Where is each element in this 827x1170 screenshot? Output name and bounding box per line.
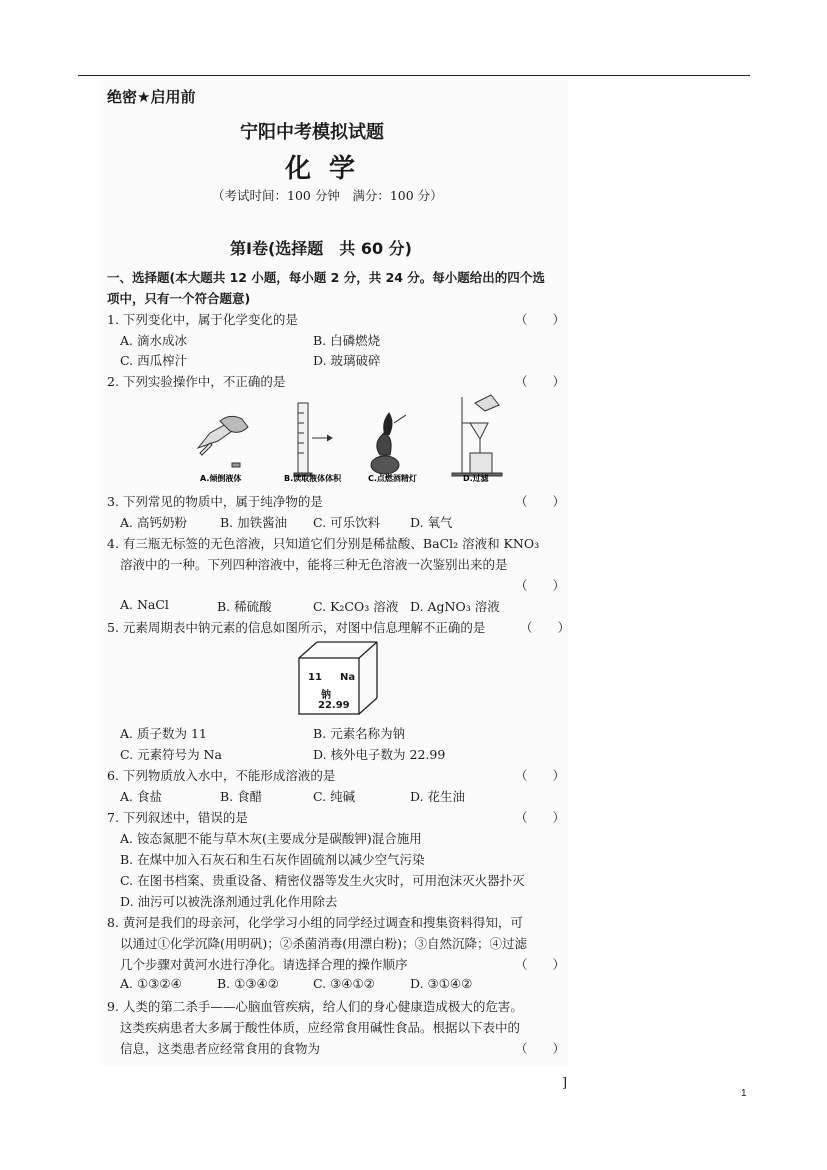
question-4-option-d: D. AgNO₃ 溶液	[410, 599, 500, 614]
question-1-answer-blank: （ ）	[515, 312, 566, 327]
section-title: 第Ⅰ卷(选择题 共 60 分)	[230, 239, 412, 258]
page-number: 1	[741, 1088, 747, 1099]
question-2-stem: 2. 下列实验操作中，不正确的是	[107, 374, 286, 389]
question-6-option-a: A. 食盐	[120, 789, 162, 804]
question-6-stem: 6. 下列物质放入水中，不能形成溶液的是	[107, 768, 336, 783]
pouring-liquid-illustration	[198, 416, 248, 467]
alcohol-lamp-illustration	[371, 413, 406, 474]
question-4-option-a: A. NaCl	[120, 597, 169, 612]
question-4-option-b: B. 稀硫酸	[217, 599, 272, 614]
question-7-stem: 7. 下列叙述中，错误的是	[107, 810, 248, 825]
question-8-stem-line-1: 8. 黄河是我们的母亲河，化学学习小组的同学经过调查和搜集资料得知，可	[107, 915, 523, 930]
question-9-answer-blank: （ ）	[515, 1041, 566, 1056]
header-rule	[78, 75, 750, 76]
question-3-option-b: B. 加铁酱油	[220, 515, 288, 530]
question-7-option-a: A. 铵态氮肥不能与草木灰(主要成分是碳酸钾)混合施用	[120, 831, 422, 846]
element-atomic-mass: 22.99	[318, 700, 350, 711]
lab-operations-figure	[180, 393, 530, 488]
question-3-stem: 3. 下列常见的物质中，属于纯净物的是	[107, 494, 323, 509]
question-6-answer-blank: （ ）	[515, 768, 566, 783]
question-5-answer-blank: （ ）	[520, 620, 571, 635]
subject-title: 化学	[285, 154, 374, 184]
element-name: 钠	[321, 690, 331, 701]
question-5-option-d: D. 核外电子数为 22.99	[313, 747, 446, 762]
question-5-stem: 5. 元素周期表中钠元素的信息如图所示，对图中信息理解不正确的是	[107, 620, 486, 635]
question-8-option-c: C. ③④①②	[313, 976, 375, 991]
question-7-option-d: D. 油污可以被洗涤剂通过乳化作用除去	[120, 894, 338, 909]
question-8-stem-line-2: 以通过①化学沉降(用明矾)；②杀菌消毒(用漂白粉)；③自然沉降；④过滤	[120, 936, 528, 951]
question-3-option-a: A. 高钙奶粉	[120, 515, 187, 530]
question-8-stem-line-3: 几个步骤对黄河水进行净化。请选择合理的操作顺序	[120, 957, 408, 972]
filtration-illustration	[452, 395, 502, 476]
question-3-option-d: D. 氧气	[410, 515, 453, 530]
fig-caption-b: B.读取液体体积	[284, 474, 342, 483]
question-4-stem-line-2: 溶液中的一种。下列四种溶液中，能将三种无色溶液一次鉴别出来的是	[120, 557, 508, 572]
section-instructions-line-2: 项中，只有一个符合题意)	[107, 291, 251, 306]
question-1-option-a: A. 滴水成冰	[120, 333, 187, 348]
question-8-option-b: B. ①③④②	[217, 976, 279, 991]
question-8-option-d: D. ③①④②	[410, 976, 473, 991]
question-1-stem: 1. 下列变化中，属于化学变化的是	[107, 312, 298, 327]
question-7-option-b: B. 在煤中加入石灰石和生石灰作固硫剂以减少空气污染	[120, 852, 425, 867]
question-6-option-b: B. 食醋	[220, 789, 263, 804]
question-5-option-c: C. 元素符号为 Na	[120, 747, 222, 762]
question-4-stem-line-1: 4. 有三瓶无标签的无色溶液，只知道它们分别是稀盐酸、BaCl₂ 溶液和 KNO₃	[107, 536, 540, 551]
question-6-option-d: D. 花生油	[410, 789, 466, 804]
element-symbol: Na	[340, 672, 356, 683]
question-6-option-c: C. 纯碱	[313, 789, 356, 804]
question-3-answer-blank: （ ）	[515, 494, 566, 509]
question-1-option-b: B. 白磷燃烧	[313, 333, 381, 348]
question-5-option-a: A. 质子数为 11	[120, 726, 207, 741]
stray-bracket-mark: ]	[562, 1076, 568, 1091]
question-1-option-d: D. 玻璃破碎	[313, 353, 381, 368]
question-9-stem-line-2: 这类疾病患者大多属于酸性体质，应经常食用碱性食品。根据以下表中的	[120, 1020, 521, 1035]
element-atomic-number: 11	[308, 672, 322, 683]
question-9-stem-line-3: 信息，这类患者应经常食用的食物为	[120, 1041, 321, 1056]
question-3-option-c: C. 可乐饮料	[313, 515, 381, 530]
measuring-cylinder-illustration	[294, 403, 332, 476]
section-instructions-line-1: 一、选择题(本大题共 12 小题，每小题 2 分，共 24 分。每小题给出的四个选	[107, 270, 545, 285]
question-2-answer-blank: （ ）	[515, 374, 566, 389]
question-9-stem-line-1: 9. 人类的第二杀手——心脑血管疾病，给人们的身心健康造成极大的危害。	[107, 999, 523, 1014]
question-5-option-b: B. 元素名称为钠	[313, 726, 406, 741]
question-4-answer-blank: （ ）	[515, 578, 566, 593]
question-7-option-c: C. 在图书档案、贵重设备、精密仪器等发生火灾时，可用泡沫灭火器扑灭	[120, 873, 525, 888]
question-7-answer-blank: （ ）	[515, 810, 566, 825]
question-1-option-c: C. 西瓜榨汁	[120, 353, 188, 368]
exam-info: （考试时间：100 分钟 满分：100 分）	[212, 188, 443, 203]
question-4-option-c: C. K₂CO₃ 溶液	[313, 599, 399, 614]
fig-caption-c: C.点燃酒精灯	[368, 474, 417, 483]
question-8-option-a: A. ①③②④	[120, 976, 182, 991]
question-8-answer-blank: （ ）	[515, 957, 566, 972]
fig-caption-d: D.过滤	[463, 474, 489, 483]
fig-caption-a: A.倾倒液体	[200, 474, 242, 483]
exam-title: 宁阳中考模拟试题	[240, 122, 384, 143]
confidential-label: 绝密★启用前	[107, 88, 196, 106]
